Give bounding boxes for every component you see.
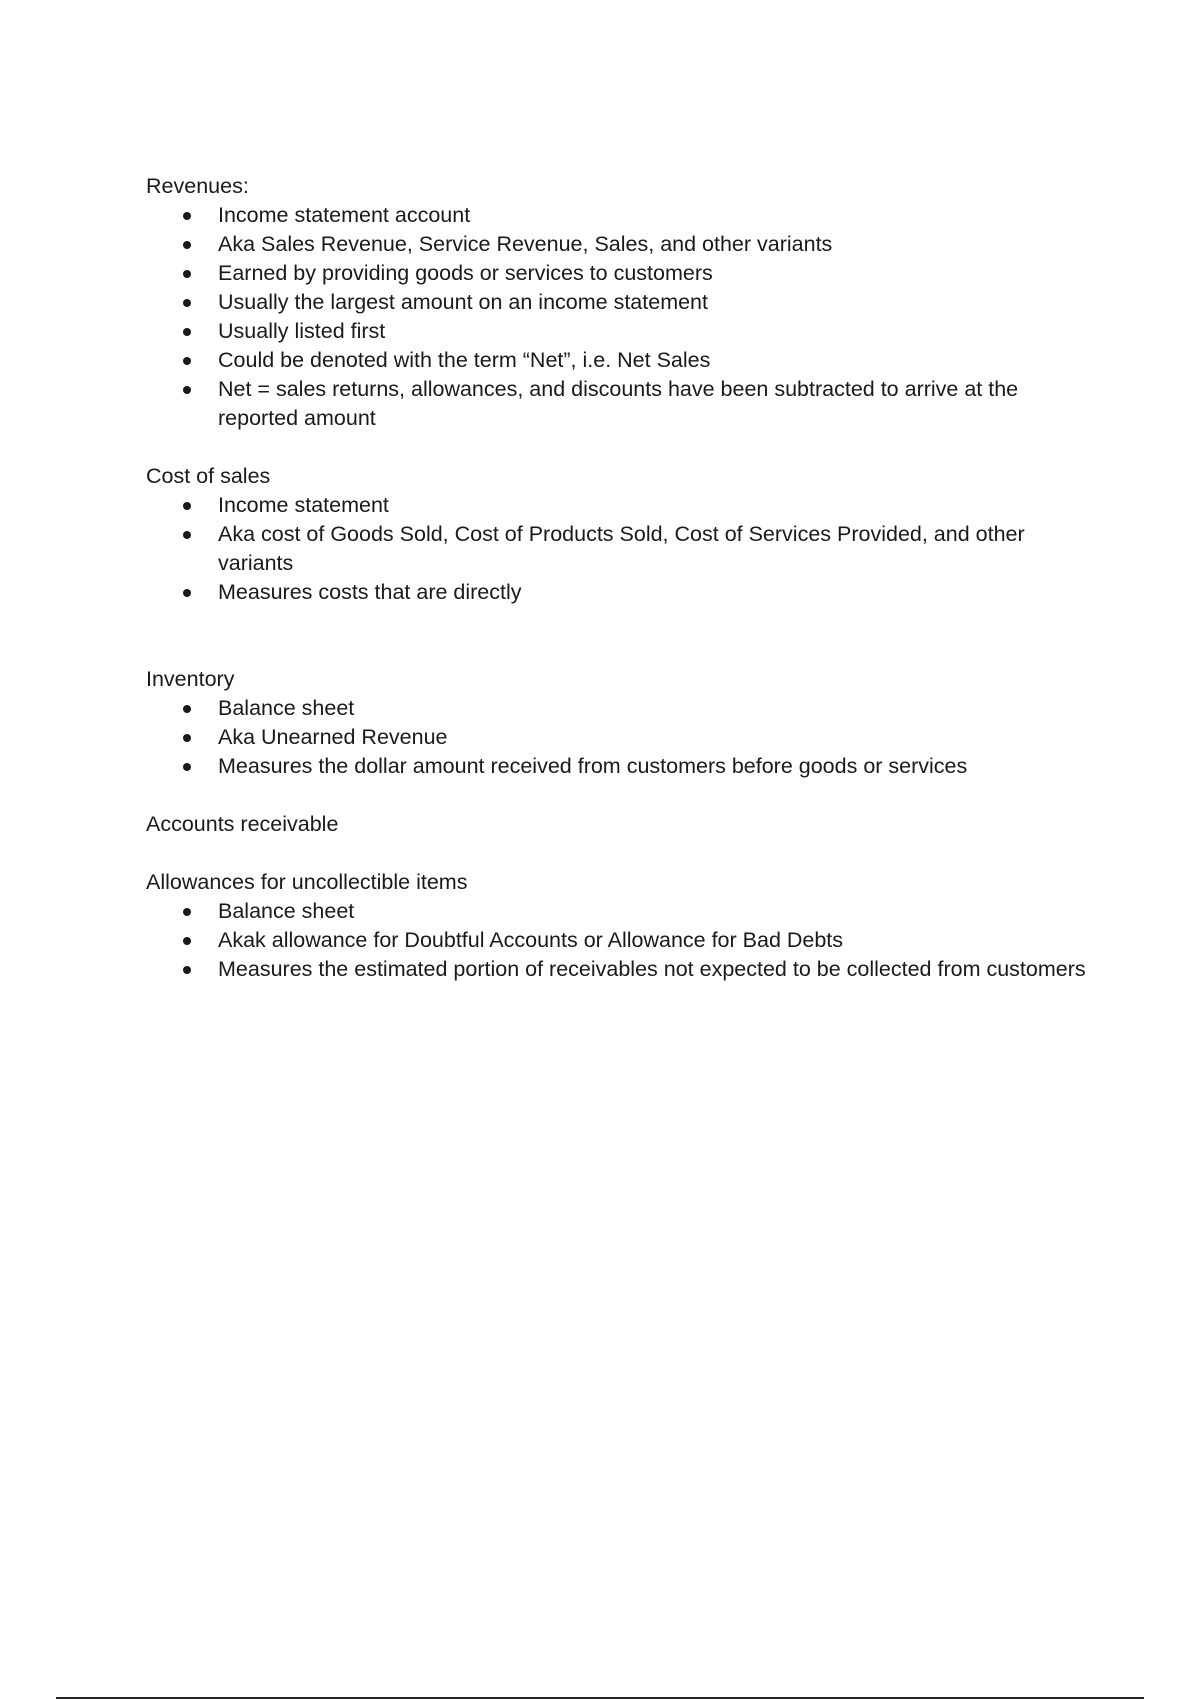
list-item: Measures the estimated portion of receivables not expected to be collected from customers	[218, 955, 1086, 984]
list-item: Aka Unearned Revenue	[218, 723, 1086, 752]
section-accounts-receivable	[146, 810, 1086, 839]
bullet-list	[146, 694, 1086, 781]
list-item: Measures costs that are directly	[218, 578, 1086, 607]
paragraph-spacer	[146, 607, 1086, 665]
bullet-list	[146, 201, 1086, 433]
section-inventory	[146, 665, 1086, 781]
bullet-list	[146, 897, 1086, 984]
bullet-list	[146, 491, 1086, 607]
section-heading: Allowances for uncollectible items	[146, 870, 468, 894]
list-item: Measures the dollar amount received from customers before goods or services	[218, 752, 1086, 781]
list-item: Balance sheet	[218, 694, 1086, 723]
list-item: Income statement account	[218, 201, 1086, 230]
list-item: Usually the largest amount on an income statement	[218, 288, 1086, 317]
paragraph-spacer	[146, 839, 1086, 868]
section-heading: Revenues:	[146, 174, 249, 198]
list-item: Could be denoted with the term “Net”, i.e. Net Sales	[218, 346, 1086, 375]
list-item: Net = sales returns, allowances, and discounts have been subtracted to arrive at the reported amount	[218, 375, 1086, 433]
list-item: Earned by providing goods or services to customers	[218, 259, 1086, 288]
paragraph-spacer	[146, 433, 1086, 462]
list-item: Usually listed first	[218, 317, 1086, 346]
section-heading: Cost of sales	[146, 464, 271, 488]
list-item: Aka cost of Goods Sold, Cost of Products Sold, Cost of Services Provided, and other variants	[218, 520, 1086, 578]
section-heading: Inventory	[146, 667, 235, 691]
list-item: Balance sheet	[218, 897, 1086, 926]
section-revenues	[146, 172, 1086, 433]
list-item: Akak allowance for Doubtful Accounts or Allowance for Bad Debts	[218, 926, 1086, 955]
paragraph-spacer	[146, 781, 1086, 810]
list-item: Aka Sales Revenue, Service Revenue, Sales, and other variants	[218, 230, 1086, 259]
list-item: Income statement	[218, 491, 1086, 520]
page-bottom-rule	[56, 1697, 1144, 1699]
section-cost-of-sales	[146, 462, 1086, 607]
document-page	[146, 172, 1086, 984]
section-allowances	[146, 868, 1086, 984]
section-heading: Accounts receivable	[146, 812, 339, 836]
